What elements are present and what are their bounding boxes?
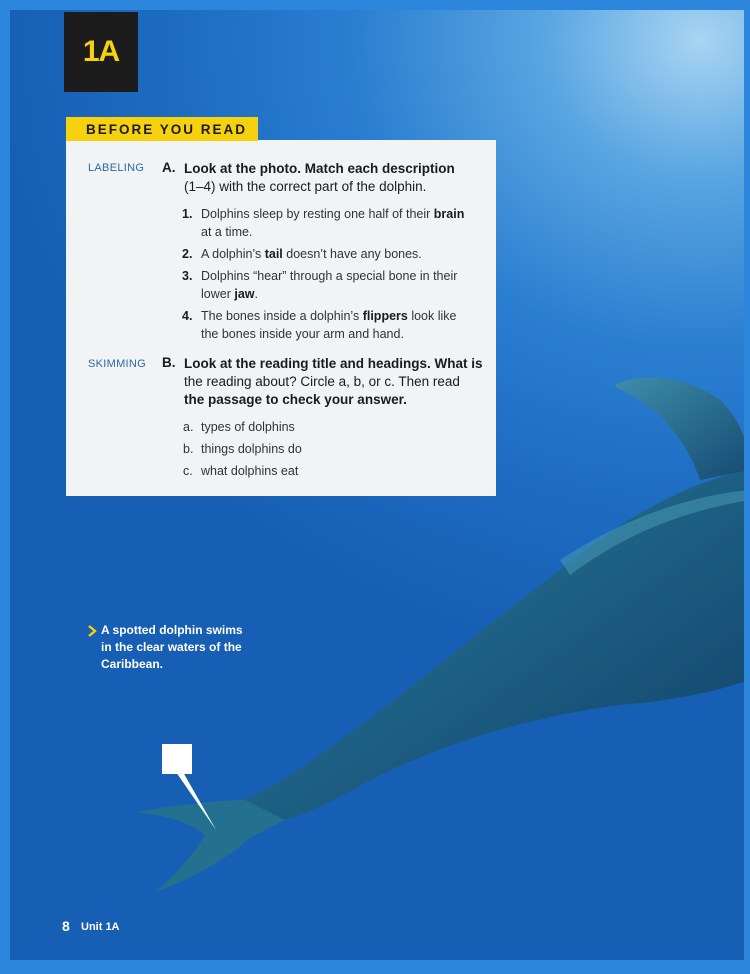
question-a-line1: Look at the photo. Match each description	[184, 161, 455, 176]
photo-caption	[101, 622, 271, 673]
item-1-line2: at a time.	[201, 225, 253, 239]
item-3-line2-post: .	[254, 287, 258, 301]
frame-bottom	[0, 960, 750, 974]
question-a-letter: A.	[162, 160, 176, 175]
question-a-line2: (1–4) with the correct part of the dolphin.	[184, 179, 427, 194]
item-2-pre: A dolphin’s	[201, 247, 265, 261]
option-b-letter: b.	[183, 442, 194, 456]
section-title: BEFORE YOU READ	[86, 121, 248, 137]
item-2-number: 2.	[182, 247, 193, 261]
option-a-letter: a.	[183, 420, 194, 434]
item-3-number: 3.	[182, 269, 193, 283]
frame-top	[0, 0, 750, 10]
item-1-keyword: brain	[433, 207, 465, 221]
item-4-number: 4.	[182, 309, 193, 323]
question-b-line2: the reading about? Circle a, b, or c. Then read	[184, 374, 460, 389]
footer-unit: Unit 1A	[81, 921, 120, 933]
caption-line2: in the clear waters of the	[101, 640, 242, 654]
option-b-text[interactable]: things dolphins do	[201, 442, 302, 456]
item-2-text	[201, 245, 486, 263]
caption-line1: A spotted dolphin swims	[101, 623, 243, 637]
question-a-instruction	[184, 160, 484, 196]
page-number: 8	[62, 918, 70, 934]
item-4-post: look like	[407, 309, 457, 323]
option-c-text[interactable]: what dolphins eat	[201, 464, 299, 478]
item-4-keyword: flippers	[362, 309, 408, 323]
frame-left	[0, 0, 10, 974]
unit-badge-label: 1A	[82, 35, 120, 68]
labeling-label: LABELING	[88, 162, 145, 174]
chevron-right-icon	[86, 624, 98, 638]
item-3-pre: Dolphins “hear” through a special bone in their	[201, 269, 458, 283]
item-3-text	[201, 267, 486, 303]
item-4-pre: The bones inside a dolphin’s	[201, 309, 363, 323]
item-2-keyword: tail	[264, 247, 283, 261]
question-b-letter: B.	[162, 355, 176, 370]
item-1-text	[201, 205, 486, 241]
item-4-line2: the bones inside your arm and hand.	[201, 327, 404, 341]
answer-label-box[interactable]	[162, 744, 192, 774]
question-b-line3: the passage to check your answer.	[184, 392, 407, 407]
caption-line3: Caribbean.	[101, 657, 164, 671]
item-4-text	[201, 307, 486, 343]
option-c-letter: c.	[183, 464, 193, 478]
frame-right	[744, 0, 750, 974]
item-3-line2-pre: lower	[201, 287, 235, 301]
item-2-post: doesn’t have any bones.	[282, 247, 422, 261]
item-3-keyword: jaw	[234, 287, 255, 301]
item-1-pre: Dolphins sleep by resting one half of their	[201, 207, 434, 221]
unit-badge	[64, 12, 138, 92]
option-a-text[interactable]: types of dolphins	[201, 420, 295, 434]
item-1-number: 1.	[182, 207, 193, 221]
question-b-instruction	[184, 355, 484, 409]
question-b-line1: Look at the reading title and headings. What is	[184, 356, 483, 371]
section-tab	[66, 117, 258, 141]
skimming-label: SKIMMING	[88, 358, 147, 370]
